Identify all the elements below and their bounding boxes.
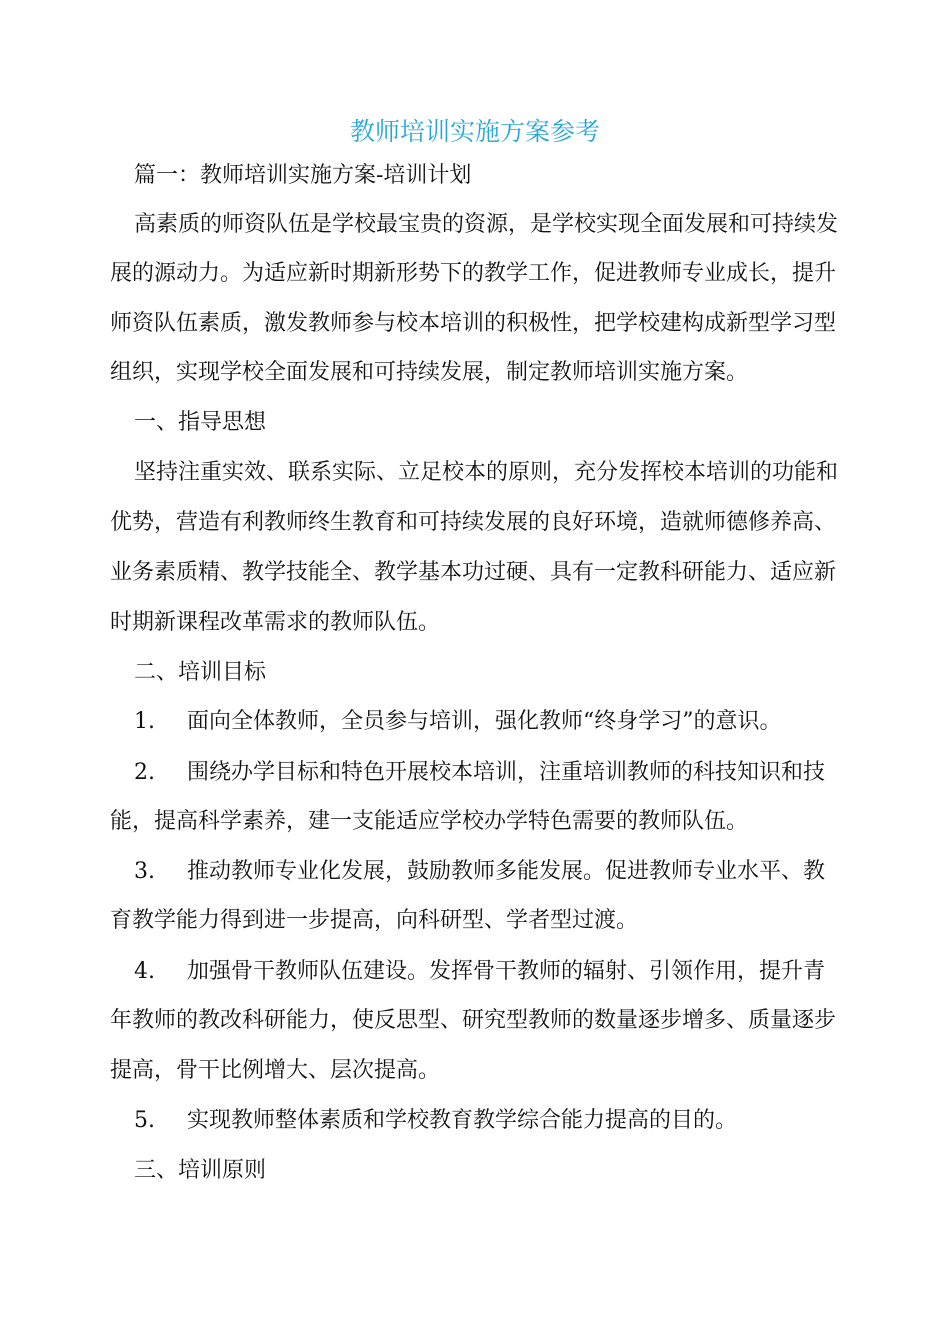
goal-number: 4.: [134, 959, 155, 984]
intro-text: 师资队伍素质，激发教师参与校本培训的积极性，把学校建构成新型学习型: [110, 311, 837, 336]
intro-text: 高素质的师资队伍是学校最宝贵的资源，是学校实现全面发展和可持续发: [134, 212, 839, 237]
goal-text: 加强骨干教师队伍建设。发挥骨干教师的辐射、引领作用，提升青: [187, 959, 826, 984]
goal-text: 面向全体教师，全员参与培训，强化教师“终身学习”的意识。: [187, 709, 782, 734]
goal-number: 3.: [134, 859, 155, 884]
goal-text: 推动教师专业化发展，鼓励教师多能发展。促进教师专业水平、教: [187, 859, 826, 884]
goal-number: 1.: [134, 709, 155, 734]
intro-text: 组织，实现学校全面发展和可持续发展，制定教师培训实施方案。: [110, 360, 749, 385]
goal-text: 能，提高科学素养，建一支能适应学校办学特色需要的教师队伍。: [110, 809, 749, 834]
section-heading: 二、培训目标: [134, 660, 267, 685]
section-heading: 一、指导思想: [134, 410, 267, 435]
section1-text: 优势，营造有利教师终生教育和可持续发展的良好环境，造就师德修养高、: [110, 510, 837, 535]
document-title: 教师培训实施方案参考: [349, 117, 600, 146]
goal-text: 围绕办学目标和特色开展校本培训，注重培训教师的科技知识和技: [187, 760, 826, 785]
goal-number: 5.: [134, 1108, 155, 1133]
goal-text: 年教师的教改科研能力，使反思型、研究型教师的数量逐步增多、质量逐步: [110, 1008, 837, 1033]
intro-text: 展的源动力。为适应新时期新形势下的教学工作，促进教师专业成长，提升: [110, 261, 837, 286]
goal-text: 提高，骨干比例增大、层次提高。: [110, 1058, 441, 1083]
goal-number: 2.: [134, 760, 155, 785]
section1-text: 坚持注重实效、联系实际、立足校本的原则，充分发挥校本培训的功能和: [134, 460, 839, 485]
section-heading: 三、培训原则: [134, 1158, 267, 1183]
subtitle: 篇一：教师培训实施方案-培训计划: [134, 163, 472, 188]
section1-text: 时期新课程改革需求的教师队伍。: [110, 610, 441, 635]
goal-text: 实现教师整体素质和学校教育教学综合能力提高的目的。: [187, 1108, 738, 1133]
goal-text: 育教学能力得到进一步提高，向科研型、学者型过渡。: [110, 908, 639, 933]
section1-text: 业务素质精、教学技能全、教学基本功过硬、具有一定教科研能力、适应新: [110, 560, 837, 585]
